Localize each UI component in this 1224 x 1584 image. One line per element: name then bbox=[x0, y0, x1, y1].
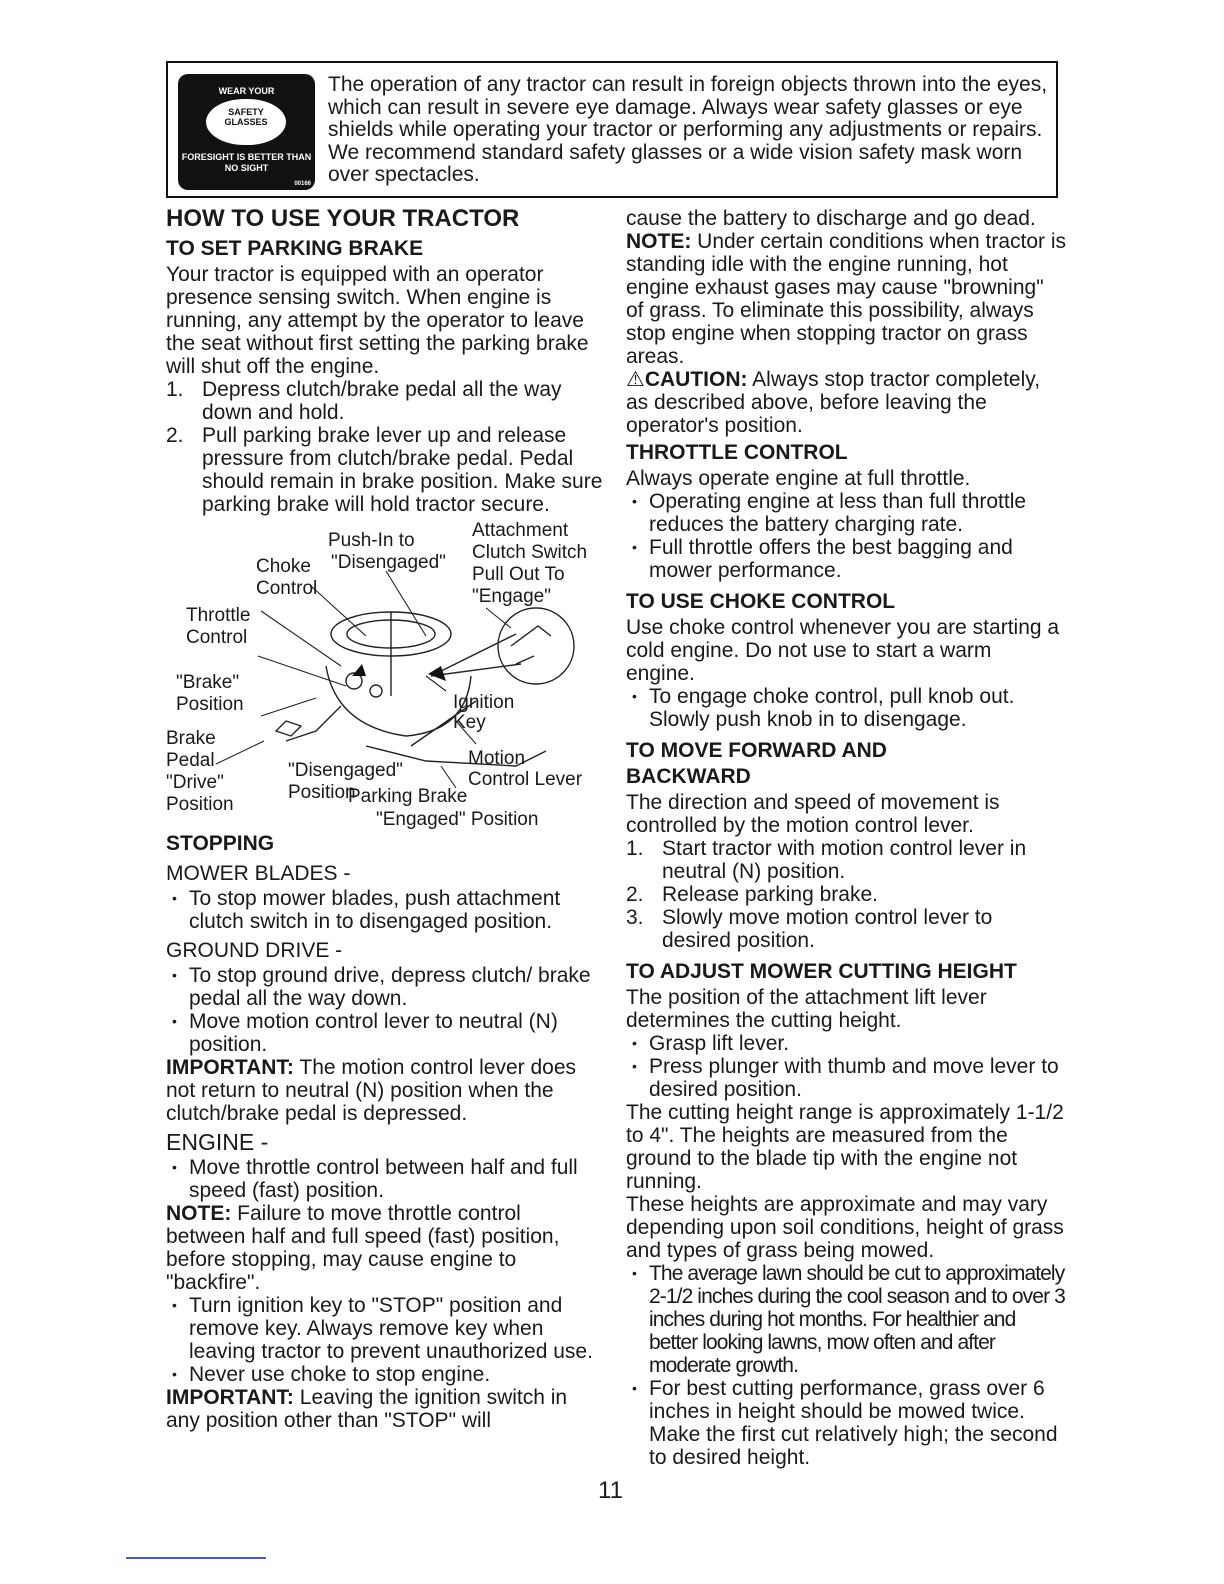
throttle-heading: THROTTLE CONTROL bbox=[626, 441, 848, 464]
controls-diagram bbox=[166, 516, 606, 816]
important-note-1: IMPORTANT: The motion control lever does not return to neutral (N) position when the clutch/brake pedal is depressed. bbox=[166, 1056, 577, 1125]
left-column bbox=[166, 205, 606, 1432]
label-pedal: Pedal bbox=[166, 750, 215, 771]
label-engaged-position: "Engaged" Position bbox=[376, 809, 539, 830]
choke-bullet: • To engage choke control, pull knob out. Slowly push knob in to disengage. bbox=[626, 685, 1066, 731]
throttle-bullet-1: • Operating engine at less than full throttle reduces the battery charging rate. bbox=[626, 490, 1066, 536]
cutting-height-heading: TO ADJUST MOWER CUTTING HEIGHT bbox=[626, 960, 1017, 983]
cutting-bullet-3: • The average lawn should be cut to approximately 2-1/2 inches during the cool season and to over 3 inches during hot months. For healthier and better looking lawns, mow often and after moderate growth. bbox=[626, 1262, 1066, 1377]
engine-bullet-3: • Never use choke to stop engine. bbox=[166, 1363, 606, 1386]
label-ignition: Ignition bbox=[453, 692, 515, 713]
move-heading-1: TO MOVE FORWARD AND bbox=[626, 739, 887, 762]
label-push-in: Push-In to bbox=[328, 530, 415, 551]
cutting-approx: These heights are approximate and may vary depending upon soil conditions, height of grass and types of grass being mowed. bbox=[626, 1193, 1064, 1262]
label-disengaged-2: "Disengaged" bbox=[288, 760, 403, 781]
battery-continuation: cause the battery to discharge and go dead. bbox=[626, 207, 1036, 230]
label-parking-brake: Parking Brake bbox=[348, 786, 468, 807]
label-drive: "Drive" bbox=[166, 772, 224, 793]
move-intro: The direction and speed of movement is controlled by the motion control lever. bbox=[626, 791, 1000, 837]
label-choke-control: Control bbox=[256, 578, 318, 599]
move-step-1: 1. Start tractor with motion control lever in neutral (N) position. bbox=[626, 837, 1027, 883]
move-step-3: 3. Slowly move motion control lever to desired position. bbox=[626, 906, 993, 952]
label-brake-position-1: "Brake" bbox=[176, 672, 240, 693]
cutting-range: The cutting height range is approximately 1-1/2 to 4". The heights are measured from the ground to the blade tip with the engine not running. bbox=[626, 1101, 1064, 1193]
cutting-bullet-1: • Grasp lift lever. bbox=[626, 1032, 1066, 1055]
label-throttle-control: Control bbox=[186, 627, 248, 648]
label-control-lever: Control Lever bbox=[468, 769, 583, 790]
label-brake: Brake bbox=[166, 728, 216, 749]
engine-bullet-1: • Move throttle control between half and full speed (fast) position. bbox=[166, 1156, 606, 1202]
parking-intro: Your tractor is equipped with an operator presence sensing switch. When engine is running, any attempt by the operator to leave the seat without first setting the parking brake will shut off the engine. bbox=[166, 263, 589, 378]
page-number: 11 bbox=[598, 1477, 623, 1504]
parking-brake-heading: TO SET PARKING BRAKE bbox=[166, 237, 424, 260]
safety-glasses-icon: SAFETY GLASSES bbox=[206, 99, 286, 145]
warning-triangle-icon: ⚠ bbox=[626, 368, 645, 391]
label-brake-position-2: Position bbox=[176, 694, 244, 715]
section-title: HOW TO USE YOUR TRACTOR bbox=[166, 205, 520, 232]
important-note-2: IMPORTANT: Leaving the ignition switch in any position other than "STOP" will bbox=[166, 1386, 568, 1432]
cutting-intro: The position of the attachment lift lever determines the cutting height. bbox=[626, 986, 987, 1032]
safety-glasses-warning-box bbox=[166, 61, 1058, 198]
ground-drive-label: GROUND DRIVE - bbox=[166, 939, 343, 962]
parking-step-1: 1. Depress clutch/brake pedal all the way down and hold. bbox=[166, 378, 562, 424]
ground-drive-bullet-2: • Move motion control lever to neutral (N) position. bbox=[166, 1010, 606, 1056]
stopping-heading: STOPPING bbox=[166, 832, 275, 855]
label-clutch-switch: Clutch Switch bbox=[472, 542, 588, 563]
caution-note: ⚠CAUTION: Always stop tractor completely, as described above, before leaving the operator's position. bbox=[626, 368, 1041, 437]
browning-note: NOTE: Under certain conditions when tractor is standing idle with the engine running, hot engine exhaust gases may cause "browning" of grass. To eliminate this possibility, always stop engine when stopping tractor on grass areas. bbox=[626, 230, 1067, 368]
warning-text: The operation of any tractor can result in foreign objects thrown into the eyes, which can result in severe eye damage. Always wear safety glasses or eye shields while operating your tractor or performing any adjustments or repairs. We recommend standard safety glasses or a wide vision safety mask worn over spectacles. bbox=[328, 73, 1048, 186]
choke-heading: TO USE CHOKE CONTROL bbox=[626, 590, 896, 613]
label-motion: Motion bbox=[468, 748, 526, 769]
right-column bbox=[626, 207, 1066, 1469]
throttle-bullet-2: • Full throttle offers the best bagging and mower performance. bbox=[626, 536, 1066, 582]
move-step-2: 2. Release parking brake. bbox=[626, 883, 878, 906]
engine-label: ENGINE - bbox=[166, 1129, 269, 1155]
label-disengaged-2-position: Position bbox=[288, 782, 356, 803]
label-engage: "Engage" bbox=[472, 586, 551, 607]
footer-line bbox=[126, 1557, 266, 1559]
label-key: Key bbox=[453, 712, 486, 733]
throttle-intro: Always operate engine at full throttle. bbox=[626, 467, 971, 490]
label-throttle: Throttle bbox=[186, 605, 251, 626]
ground-drive-bullet-1: • To stop ground drive, depress clutch/ brake pedal all the way down. bbox=[166, 964, 606, 1010]
choke-intro: Use choke control whenever you are starting a cold engine. Do not use to start a warm engine. bbox=[626, 616, 1060, 685]
parking-step-2: 2. Pull parking brake lever up and release pressure from clutch/brake pedal. Pedal should remain in brake position. Make sure parking brake will hold tractor secure. bbox=[166, 424, 603, 516]
cutting-bullet-2: • Press plunger with thumb and move lever to desired position. bbox=[626, 1055, 1066, 1101]
cutting-bullet-4: • For best cutting performance, grass over 6 inches in height should be mowed twice. Make the first cut relatively high; the second to desired height. bbox=[626, 1377, 1066, 1469]
label-attachment: Attachment bbox=[472, 520, 569, 541]
move-heading-2: BACKWARD bbox=[626, 765, 751, 788]
label-drive-position: Position bbox=[166, 794, 234, 815]
safety-glasses-logo: WEAR YOUR SAFETY GLASSES FORESIGHT IS BETTER THAN NO SIGHT 00166 bbox=[178, 74, 315, 190]
mower-blades-bullet: • To stop mower blades, push attachment clutch switch in to disengaged position. bbox=[166, 887, 606, 933]
label-disengaged: "Disengaged" bbox=[331, 552, 446, 573]
engine-bullet-2: • Turn ignition key to "STOP" position and remove key. Always remove key when leaving tractor to prevent unauthorized use. bbox=[166, 1294, 606, 1363]
label-choke: Choke bbox=[256, 556, 311, 577]
label-pull-out: Pull Out To bbox=[472, 564, 565, 585]
engine-note: NOTE: Failure to move throttle control between half and full speed (fast) position, before stopping, may cause engine to "backfire". bbox=[166, 1202, 560, 1294]
mower-blades-label: MOWER BLADES - bbox=[166, 862, 351, 885]
